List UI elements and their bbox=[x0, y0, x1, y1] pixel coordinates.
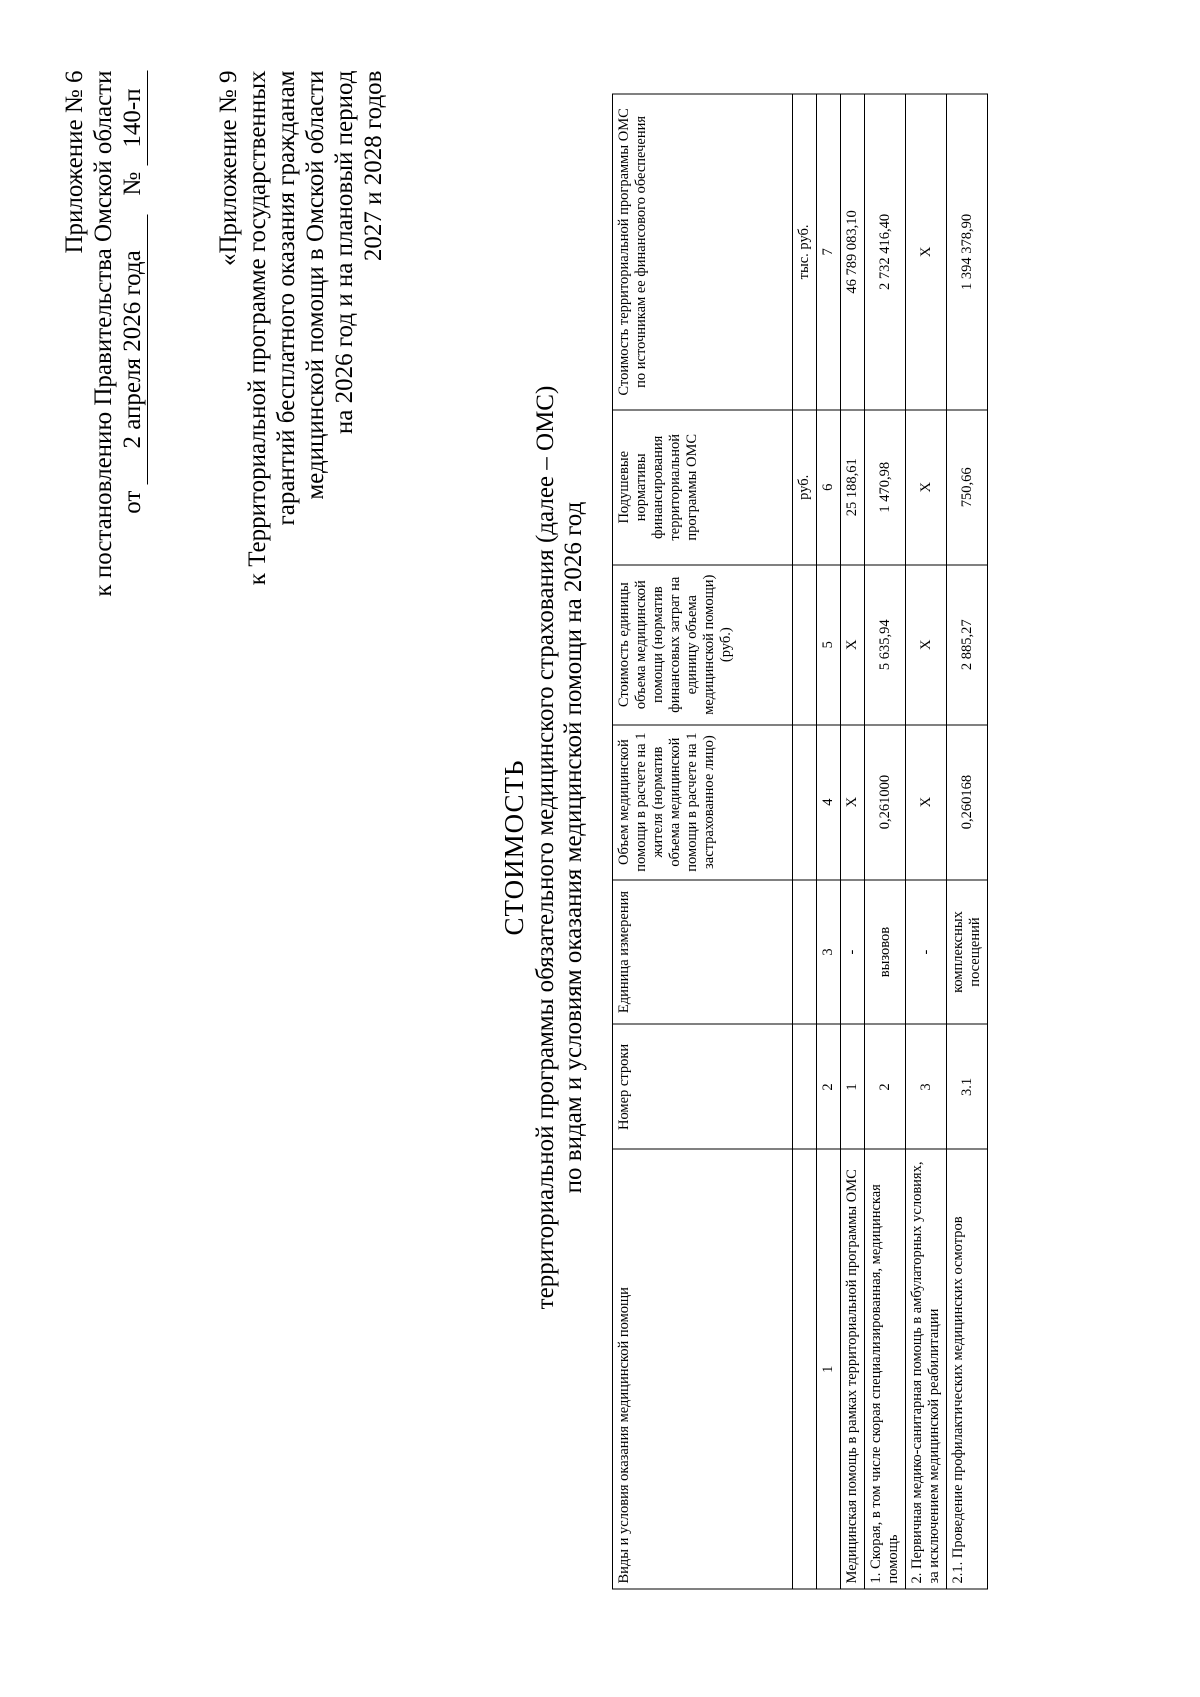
appendix-6-line1: Приложение № 6 bbox=[61, 70, 88, 254]
col-number: 2 bbox=[817, 1024, 841, 1149]
title-sub2: по видам и условиям оказания медицинской помощи на 2026 год bbox=[560, 501, 587, 1193]
header-per-capita: Подушевые нормативы финансирования территориальной программы ОМС bbox=[613, 409, 793, 564]
row-kind: 1. Скорая, в том числе скорая специализированная, медицинская помощь bbox=[865, 1149, 906, 1589]
table-row bbox=[947, 94, 988, 1589]
row-per-capita: 25 188,61 bbox=[841, 409, 865, 564]
row-total: 46 789 083,10 bbox=[841, 94, 865, 410]
col-number: 7 bbox=[817, 94, 841, 410]
row-kind: Медицинская помощь в рамках территориальной программы ОМС bbox=[841, 1149, 865, 1589]
table-row bbox=[841, 94, 865, 1589]
row-unit-cost: X bbox=[906, 564, 947, 724]
appendix-9-block bbox=[214, 70, 388, 630]
row-volume: X bbox=[906, 724, 947, 879]
table-header-row bbox=[613, 94, 793, 1589]
table-units-row bbox=[793, 94, 817, 1589]
row-per-capita: 1 470,98 bbox=[865, 409, 906, 564]
row-total: 2 732 416,40 bbox=[865, 94, 906, 410]
row-number: 2 bbox=[865, 1024, 906, 1149]
row-unit: комплексных посещений bbox=[947, 879, 988, 1024]
row-per-capita: X bbox=[906, 409, 947, 564]
appendix-9-line3: гарантий бесплатного оказания гражданам bbox=[273, 70, 300, 526]
cost-table bbox=[612, 93, 988, 1589]
header-unit-cost: Стоимость единицы объема медицинской помощи (норматив финансовых затрат на единицу объема медицинской помощи) (руб.) bbox=[613, 564, 793, 724]
col-number: 1 bbox=[817, 1149, 841, 1589]
table-row bbox=[865, 94, 906, 1589]
appendix-9-line5: на 2026 год и на плановый период bbox=[331, 70, 358, 434]
appendix-6-line2: к постановлению Правительства Омской области bbox=[90, 70, 117, 597]
appendix-6-block bbox=[60, 70, 148, 630]
header-row-number: Номер строки bbox=[613, 1024, 793, 1149]
table-row bbox=[906, 94, 947, 1589]
col-number: 3 bbox=[817, 879, 841, 1024]
title-sub1: территориальной программы обязательного медицинского страхования (далее – ОМС) bbox=[532, 385, 559, 1309]
row-number: 1 bbox=[841, 1024, 865, 1149]
header-kinds: Виды и условия оказания медицинской помощи bbox=[613, 1149, 793, 1589]
unit-rub: руб. bbox=[793, 409, 817, 564]
row-volume: 0,260168 bbox=[947, 724, 988, 879]
title-main: СТОИМОСТЬ bbox=[499, 759, 529, 935]
appendix-9-line1: «Приложение № 9 bbox=[215, 70, 242, 266]
unit-thousand-rub: тыс. руб. bbox=[793, 94, 817, 410]
row-number: 3 bbox=[906, 1024, 947, 1149]
appendix-9-line2: к Территориальной программе государственных bbox=[244, 70, 271, 585]
row-number: 3.1 bbox=[947, 1024, 988, 1149]
row-unit-cost: X bbox=[841, 564, 865, 724]
header-unit: Единица измерения bbox=[613, 879, 793, 1024]
appendix-6-date-line bbox=[118, 70, 148, 630]
row-total: X bbox=[906, 94, 947, 410]
appendix-9-line4: медицинской помощи в Омской области bbox=[302, 70, 329, 500]
row-kind: 2. Первичная медико-санитарная помощь в амбулаторных условиях, за исключением медицинской реабилитации bbox=[906, 1149, 947, 1589]
row-volume: X bbox=[841, 724, 865, 879]
col-number: 6 bbox=[817, 409, 841, 564]
decree-number: 140-п bbox=[118, 70, 148, 165]
header-total-cost: Стоимость территориальной программы ОМС по источникам ее финансового обеспечения bbox=[613, 94, 793, 410]
col-number: 4 bbox=[817, 724, 841, 879]
row-kind: 2.1. Проведение профилактических медицинских осмотров bbox=[947, 1149, 988, 1589]
row-unit: вызовов bbox=[865, 879, 906, 1024]
col-number: 5 bbox=[817, 564, 841, 724]
row-unit: - bbox=[906, 879, 947, 1024]
appendix-9-line6: 2027 и 2028 годов bbox=[360, 70, 387, 261]
row-total: 1 394 378,90 bbox=[947, 94, 988, 410]
row-unit: - bbox=[841, 879, 865, 1024]
row-unit-cost: 5 635,94 bbox=[865, 564, 906, 724]
row-volume: 0,261000 bbox=[865, 724, 906, 879]
row-unit-cost: 2 885,27 bbox=[947, 564, 988, 724]
header-volume: Объем медицинской помощи в расчете на 1 жителя (норматив объема медицинской помощи в расчете на 1 застрахованное лицо) bbox=[613, 724, 793, 879]
row-per-capita: 750,66 bbox=[947, 409, 988, 564]
decree-date: 2 апреля 2026 года bbox=[118, 214, 148, 484]
table-col-number-row bbox=[817, 94, 841, 1589]
number-label: № bbox=[119, 171, 146, 196]
from-label: от bbox=[119, 490, 146, 514]
document-title bbox=[500, 177, 588, 1517]
